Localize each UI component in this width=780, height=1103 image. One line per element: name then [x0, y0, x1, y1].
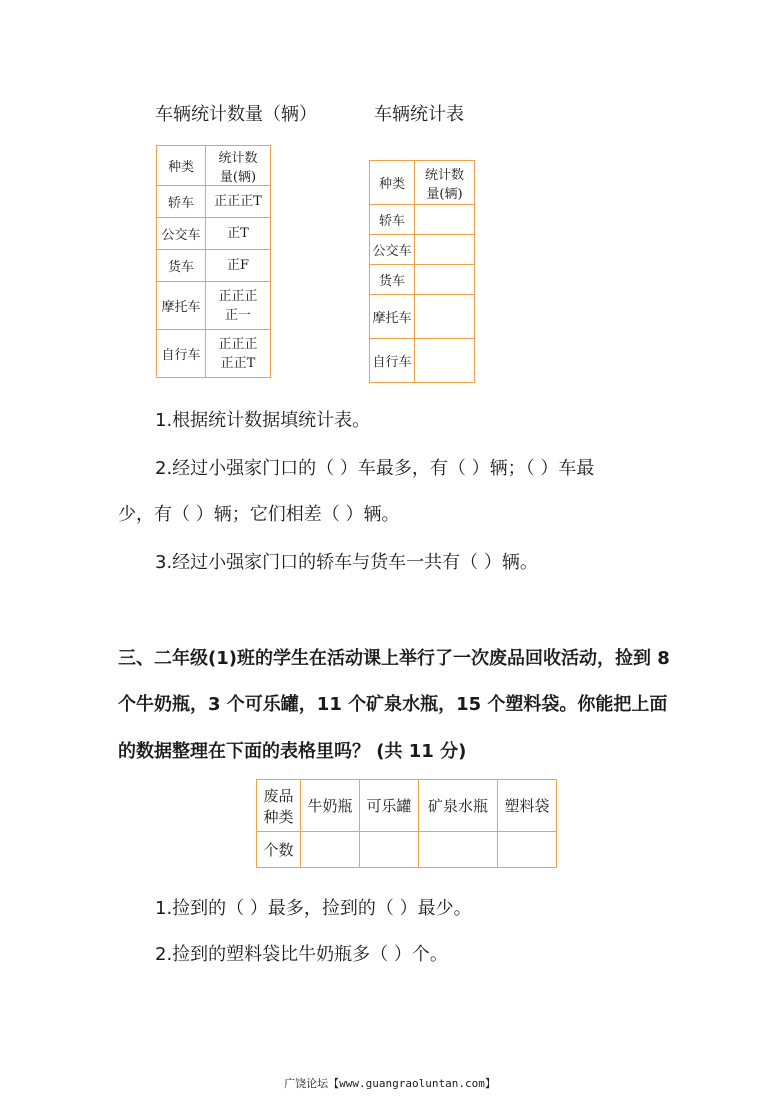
section3-question-1: 1.捡到的（ ）最多，捡到的（ ）最少。	[155, 898, 472, 919]
stat-header-type: 种类	[370, 161, 415, 205]
tally-marks-line1: 正正正	[218, 336, 258, 352]
tally-marks-line1: 正正正	[218, 288, 258, 304]
waste-item: 牛奶瓶	[301, 780, 360, 832]
stat-row-blank[interactable]	[415, 205, 475, 235]
waste-item: 塑料袋	[498, 780, 557, 832]
section3-title-line3: 的数据整理在下面的表格里吗？ (共 11 分)	[118, 741, 467, 762]
stat-row-type: 货车	[370, 265, 415, 295]
stat-row-blank[interactable]	[415, 265, 475, 295]
stat-row-type: 摩托车	[370, 295, 415, 339]
tally-row-type: 摩托车	[157, 282, 206, 330]
waste-table	[256, 779, 557, 868]
waste-count-blank[interactable]	[360, 832, 419, 868]
waste-header-line2: 种类	[263, 807, 294, 826]
tally-header-count-line2: 量(辆)	[219, 169, 257, 185]
tally-marks-line2: 正正T	[220, 355, 256, 371]
tally-header-count-line1: 统计数	[218, 150, 258, 166]
stat-row-blank[interactable]	[415, 295, 475, 339]
waste-header-line1: 废品	[263, 786, 294, 805]
waste-count-label: 个数	[257, 832, 301, 868]
waste-header	[257, 780, 301, 832]
stat-header-count	[415, 161, 475, 205]
tally-header-type: 种类	[157, 146, 206, 186]
stat-row-blank[interactable]	[415, 339, 475, 383]
stat-row-type: 公交车	[370, 235, 415, 265]
tally-row-type: 公交车	[157, 218, 206, 250]
tally-header-count	[206, 146, 271, 186]
tally-row-marks: 正F	[206, 250, 271, 282]
section3-title-line1: 三、二年级(1)班的学生在活动课上举行了一次废品回收活动，捡到 8	[118, 648, 670, 669]
tally-row-marks: 正T	[206, 218, 271, 250]
tally-row-type: 轿车	[157, 186, 206, 218]
stat-row-type: 轿车	[370, 205, 415, 235]
tally-table	[156, 145, 271, 378]
tally-row-marks: 正正正T	[206, 186, 271, 218]
section2-question-2-line1: 2.经过小强家门口的（ ）车最多，有（ ）辆；（ ）车最	[155, 458, 595, 479]
tally-row-marks	[206, 282, 271, 330]
table-caption: 车辆统计表	[374, 104, 464, 125]
waste-item: 可乐罐	[360, 780, 419, 832]
tally-row-marks	[206, 330, 271, 378]
section2-question-2-line2: 少，有（ ）辆；它们相差（ ）辆。	[118, 504, 400, 525]
stat-table	[369, 160, 475, 383]
footer-text: 广饶论坛【www.guangraoluntan.com】	[284, 1077, 496, 1090]
waste-count-blank[interactable]	[301, 832, 360, 868]
waste-count-blank[interactable]	[419, 832, 498, 868]
section2-question-1: 1.根据统计数据填统计表。	[155, 410, 371, 431]
stat-header-count-line1: 统计数	[424, 167, 464, 183]
tally-row-type: 货车	[157, 250, 206, 282]
tally-caption: 车辆统计数量（辆）	[155, 104, 317, 125]
section2-question-3: 3.经过小强家门口的轿车与货车一共有（ ）辆。	[155, 552, 538, 573]
waste-count-blank[interactable]	[498, 832, 557, 868]
stat-row-type: 自行车	[370, 339, 415, 383]
tally-row-type: 自行车	[157, 330, 206, 378]
stat-header-count-line2: 量(辆)	[426, 186, 463, 202]
stat-row-blank[interactable]	[415, 235, 475, 265]
waste-item: 矿泉水瓶	[419, 780, 498, 832]
section3-title-line2: 个牛奶瓶，3 个可乐罐，11 个矿泉水瓶，15 个塑料袋。你能把上面	[118, 694, 668, 715]
tally-marks-line2: 正一	[224, 307, 251, 323]
section3-question-2: 2.捡到的塑料袋比牛奶瓶多（ ）个。	[155, 944, 448, 965]
